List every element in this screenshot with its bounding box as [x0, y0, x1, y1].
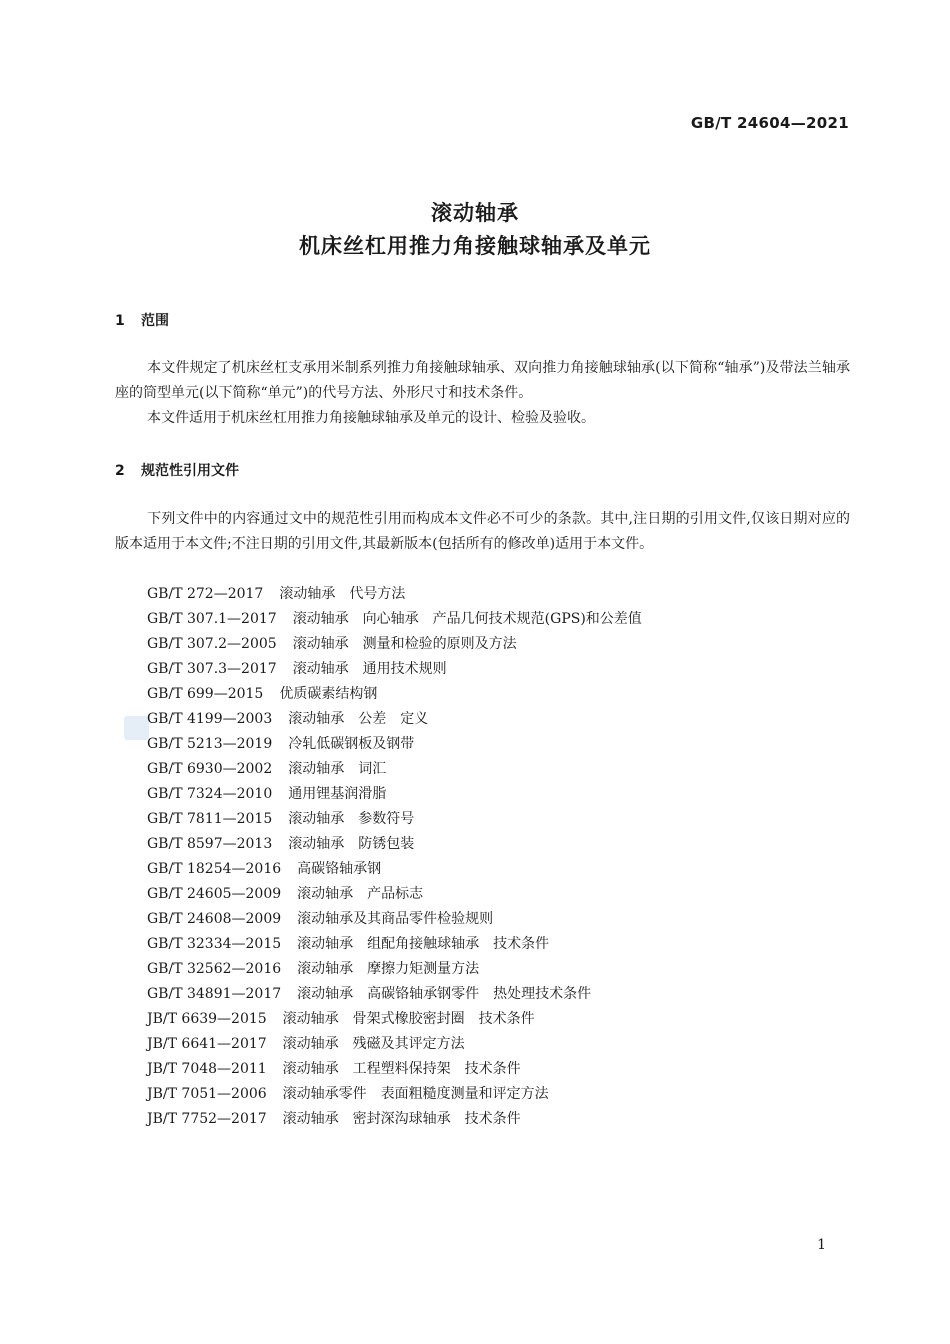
reference-title: 滚动轴承零件 表面粗糙度测量和评定方法 [282, 1086, 549, 1102]
reference-title: 滚动轴承及其商品零件检验规则 [297, 911, 494, 927]
reference-title: 通用锂基润滑脂 [288, 786, 387, 802]
reference-code: GB/T 24605—2009 [147, 886, 282, 902]
reference-title: 优质碳素结构钢 [279, 686, 378, 702]
section-heading-normative-references [115, 460, 239, 480]
reference-title: 高碳铬轴承钢 [297, 861, 382, 877]
reference-item [147, 1107, 642, 1132]
reference-item [147, 907, 642, 932]
reference-title: 滚动轴承 词汇 [288, 761, 387, 777]
reference-item [147, 807, 642, 832]
reference-item [147, 732, 642, 757]
reference-title: 滚动轴承 向心轴承 产品几何技术规范(GPS)和公差值 [292, 611, 642, 627]
references-intro-paragraph [115, 507, 850, 557]
reference-title: 滚动轴承 防锈包装 [288, 836, 415, 852]
reference-title: 滚动轴承 通用技术规则 [292, 661, 447, 677]
reference-title: 冷轧低碳钢板及钢带 [288, 736, 415, 752]
reference-title: 滚动轴承 公差 定义 [288, 711, 429, 727]
reference-item [147, 1082, 642, 1107]
reference-title: 滚动轴承 测量和检验的原则及方法 [292, 636, 517, 652]
reference-code: GB/T 307.2—2005 [147, 636, 277, 652]
reference-code: GB/T 272—2017 [147, 586, 264, 602]
reference-title: 滚动轴承 代号方法 [279, 586, 406, 602]
reference-title: 滚动轴承 摩擦力矩测量方法 [297, 961, 480, 977]
reference-item [147, 982, 642, 1007]
reference-code: JB/T 6639—2015 [147, 1011, 267, 1027]
section-number: 2 [115, 463, 125, 479]
reference-code: GB/T 5213—2019 [147, 736, 273, 752]
reference-code: GB/T 32334—2015 [147, 936, 282, 952]
watermark-logo [124, 716, 149, 740]
reference-list [147, 582, 642, 1132]
reference-title: 滚动轴承 工程塑料保持架 技术条件 [282, 1061, 521, 1077]
reference-code: GB/T 699—2015 [147, 686, 264, 702]
reference-item [147, 682, 642, 707]
reference-title: 滚动轴承 密封深沟球轴承 技术条件 [282, 1111, 521, 1127]
reference-item [147, 607, 642, 632]
reference-item [147, 782, 642, 807]
document-title-line-1: 滚动轴承 [431, 201, 519, 225]
scope-paragraph-1 [115, 356, 850, 406]
document-title-line-2: 机床丝杠用推力角接触球轴承及单元 [299, 234, 651, 258]
scope-paragraph-2 [115, 406, 850, 431]
reference-code: GB/T 18254—2016 [147, 861, 282, 877]
reference-code: JB/T 7051—2006 [147, 1086, 267, 1102]
reference-item [147, 657, 642, 682]
reference-item [147, 1057, 642, 1082]
reference-code: JB/T 7048—2011 [147, 1061, 267, 1077]
reference-title: 滚动轴承 组配角接触球轴承 技术条件 [297, 936, 550, 952]
reference-item [147, 582, 642, 607]
reference-code: GB/T 4199—2003 [147, 711, 273, 727]
reference-code: GB/T 24608—2009 [147, 911, 282, 927]
reference-item [147, 1007, 642, 1032]
reference-title: 滚动轴承 残磁及其评定方法 [282, 1036, 465, 1052]
reference-item [147, 857, 642, 882]
reference-title: 滚动轴承 产品标志 [297, 886, 424, 902]
section-title: 规范性引用文件 [141, 463, 239, 479]
reference-code: GB/T 7811—2015 [147, 811, 273, 827]
reference-item [147, 957, 642, 982]
section-title: 范围 [141, 313, 169, 329]
paragraph-text: 下列文件中的内容通过文中的规范性引用而构成本文件必不可少的条款。其中,注日期的引用文件,仅该日期对应的版本适用于本文件;不注日期的引用文件,其最新版本(包括所有的修改单)适用于本文件。 [115, 511, 850, 552]
reference-code: JB/T 6641—2017 [147, 1036, 267, 1052]
reference-code: GB/T 8597—2013 [147, 836, 273, 852]
reference-item [147, 707, 642, 732]
reference-item [147, 882, 642, 907]
reference-code: GB/T 307.3—2017 [147, 661, 277, 677]
reference-code: GB/T 34891—2017 [147, 986, 282, 1002]
reference-item [147, 1032, 642, 1057]
reference-item [147, 757, 642, 782]
reference-title: 滚动轴承 骨架式橡胶密封圈 技术条件 [282, 1011, 535, 1027]
reference-code: GB/T 307.1—2017 [147, 611, 277, 627]
paragraph-text: 本文件适用于机床丝杠用推力角接触球轴承及单元的设计、检验及验收。 [147, 410, 595, 426]
reference-item [147, 632, 642, 657]
reference-code: JB/T 7752—2017 [147, 1111, 267, 1127]
reference-code: GB/T 32562—2016 [147, 961, 282, 977]
section-heading-scope [115, 310, 169, 330]
reference-title: 滚动轴承 高碳铬轴承钢零件 热处理技术条件 [297, 986, 592, 1002]
reference-item [147, 832, 642, 857]
standard-code: GB/T 24604—2021 [690, 114, 849, 132]
paragraph-text: 本文件规定了机床丝杠支承用米制系列推力角接触球轴承、双向推力角接触球轴承(以下简称“轴承”)及带法兰轴承座的筒型单元(以下简称“单元”)的代号方法、外形尺寸和技术条件。 [115, 360, 850, 401]
section-number: 1 [115, 313, 125, 329]
reference-code: GB/T 6930—2002 [147, 761, 273, 777]
page-number: 1 [817, 1237, 826, 1253]
reference-item [147, 932, 642, 957]
reference-title: 滚动轴承 参数符号 [288, 811, 415, 827]
reference-code: GB/T 7324—2010 [147, 786, 273, 802]
